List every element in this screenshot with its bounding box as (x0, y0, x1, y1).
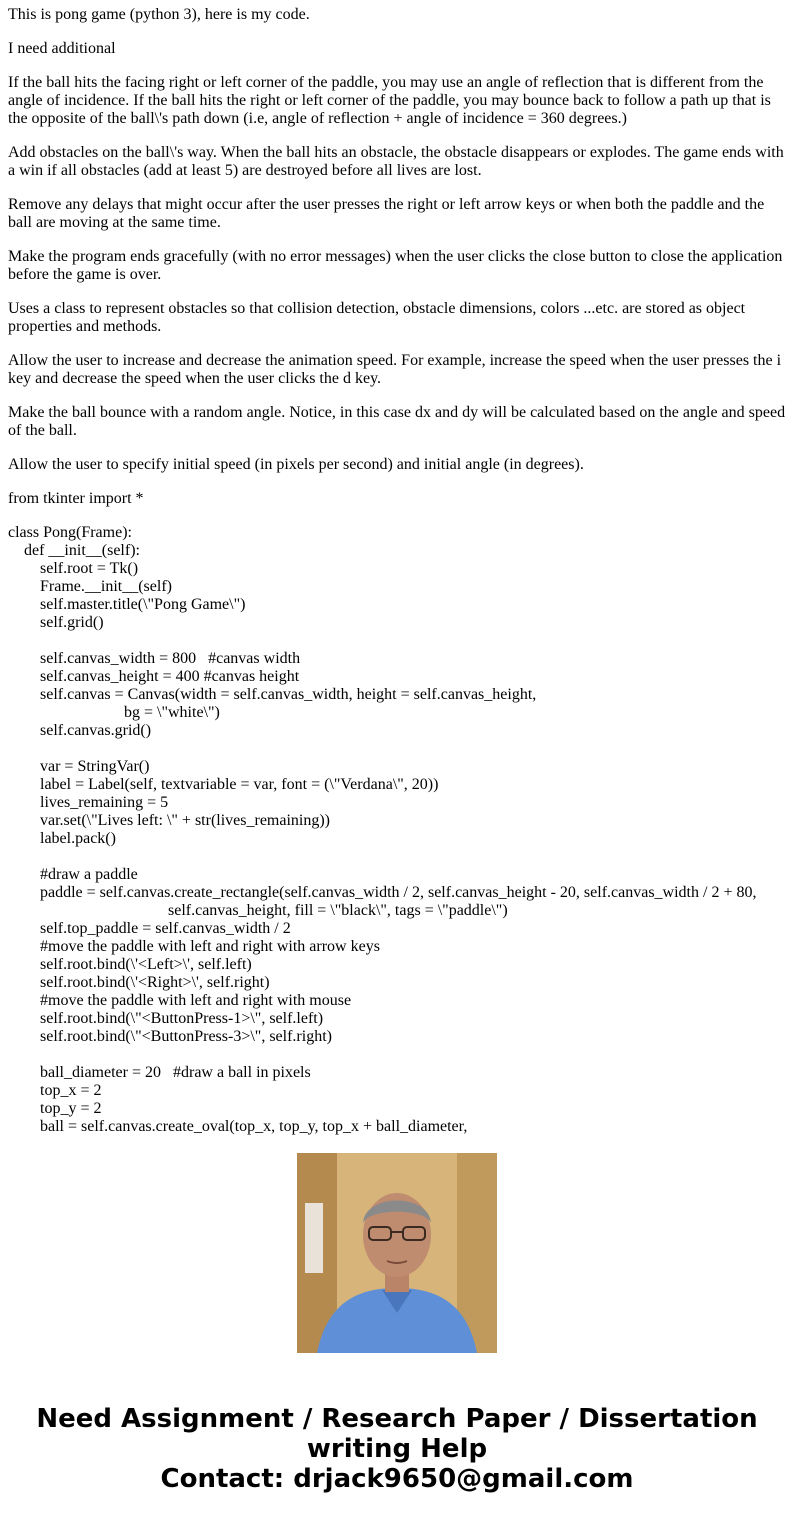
code-listing: class Pong(Frame): def __init__(self): self.root = Tk() Frame.__init__(self) self.master.title(\"Pong Game\") self.grid() self.canvas_width = 800 #canvas width self.canvas_height = 400 #canvas height self.canvas = Canvas(width = self.canvas_width, height = self.canvas_height, bg = \"white\") self.canvas.grid() var = StringVar() label = Label(self, textvariable = var, font = (\"Verdana\", 20)) lives_remaining = 5 var.set(\"Lives left: \" + str(lives_remaining)) label.pack() #draw a paddle paddle = self.canvas.create_rectangle(self.canvas_width / 2, self.canvas_height - 20, self.canvas_width / 2 + 80, self.canvas_height, fill = \"black\", tags = \"paddle\") self.top_paddle = self.canvas_width / 2 #move the paddle with left and right with arrow keys self.root.bind(\'<Left>\', self.left) self.root.bind(\'<Right>\', self.right) #move the paddle with left and right with mouse self.root.bind(\"<ButtonPress-1>\", self.left) self.root.bind(\"<ButtonPress-3>\", self.right) ball_diameter = 20 #draw a ball in pixels top_x = 2 top_y = 2 ball = self.canvas.create_oval(top_x, top_y, top_x + ball_diameter, (8, 524, 757, 1135)
author-portrait-image (297, 1153, 497, 1353)
requirement-5: Uses a class to represent obstacles so that collision detection, obstacle dimensions, colors ...etc. are stored as object properties and methods. (8, 300, 750, 335)
requirement-4: Make the program ends gracefully (with no error messages) when the user clicks the close button to close the application before the game is over. (8, 248, 787, 283)
footer-line-2: writing Help (306, 1434, 488, 1464)
requirement-7: Make the ball bounce with a random angle. Notice, in this case dx and dy will be calculated based on the angle and speed of the ball. (8, 404, 790, 439)
author-avatar (297, 1153, 497, 1353)
requirement-2: Add obstacles on the ball\'s way. When the ball hits an obstacle, the obstacle disappears or explodes. The game ends with a win if all obstacles (add at least 5) are destroyed before all lives are lost. (8, 144, 788, 179)
import-line: from tkinter import * (8, 490, 144, 507)
question-body (8, 6, 790, 1135)
requirement-1: If the ball hits the facing right or left corner of the paddle, you may use an angle of reflection that is different from the angle of incidence. If the ball hits the right or left corner of the paddle, you may bounce back to follow a path up that is the opposite of the ball\'s path down (i.e, angle of reflection + angle of incidence = 360 degrees.) (8, 74, 775, 127)
footer-contact: Contact: drjack9650@gmail.com (160, 1464, 634, 1494)
footer-line-1: Need Assignment / Research Paper / Dissertation (36, 1404, 758, 1434)
footer-banner (0, 1404, 794, 1494)
requirement-3: Remove any delays that might occur after the user presses the right or left arrow keys or when both the paddle and the ball are moving at the same time. (8, 196, 769, 231)
requirement-6: Allow the user to increase and decrease the animation speed. For example, increase the speed when the user presses the i key and decrease the speed when the user clicks the d key. (8, 352, 786, 387)
requirement-8: Allow the user to specify initial speed (in pixels per second) and initial angle (in degrees). (8, 456, 584, 473)
intro-text: This is pong game (python 3), here is my code. (8, 6, 310, 23)
need-text: I need additional (8, 40, 116, 57)
